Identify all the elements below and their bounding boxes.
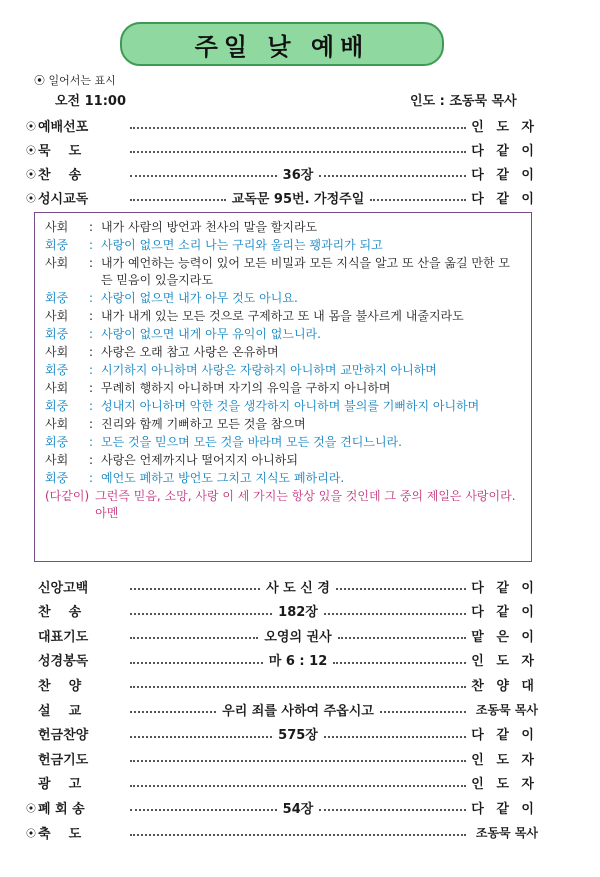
order-label: 광 고: [38, 777, 82, 793]
order-row: [26, 698, 538, 720]
litany-separator: :: [89, 417, 94, 431]
litany-text: 사랑은 언제까지나 떨어지지 아니하되: [101, 453, 298, 467]
litany-text: 모든 것을 믿으며 모든 것을 바라며 모든 것을 견디느니라.: [101, 435, 402, 449]
litany-text: 사랑은 오래 참고 사랑은 온유하며: [101, 345, 279, 359]
order-label: 헌금찬양: [38, 728, 89, 744]
order-row: [26, 772, 538, 794]
litany-speaker: 회중: [45, 327, 69, 341]
stand-marker-icon: ⦿: [26, 803, 36, 815]
dot-leader: [130, 199, 226, 201]
order-label: 대표기도: [38, 629, 89, 645]
litany-separator: :: [89, 220, 94, 234]
dot-leader: [319, 175, 466, 177]
litany-text: 시기하지 아니하며 사랑은 자랑하지 아니하며 교만하지 아니하며: [101, 363, 437, 377]
litany-text: 진리와 함께 기뻐하고 모든 것을 참으며: [101, 417, 306, 431]
litany-unison: [45, 488, 521, 522]
order-label: 신앙고백: [38, 580, 89, 596]
stand-marker-icon: ⦿: [26, 145, 36, 157]
stand-marker-icon: ⦿: [26, 121, 36, 133]
dot-leader: [324, 613, 466, 615]
order-responsible: 찬 양 대: [471, 678, 538, 694]
order-responsible: 인 도 자: [471, 752, 538, 768]
litany-speaker: 사회: [45, 453, 69, 467]
dot-leader: [130, 686, 466, 688]
litany-speaker: 회중: [45, 291, 69, 305]
litany-speaker: 회중: [45, 471, 69, 485]
litany-line: [45, 380, 521, 397]
litany-text: 예언도 폐하고 방언도 그치고 지식도 폐하리라.: [101, 471, 345, 485]
order-label: 찬 송: [38, 167, 82, 183]
order-content: 36장: [282, 167, 314, 183]
order-responsible: 다 같 이: [471, 143, 538, 159]
dot-leader: [130, 662, 263, 664]
litany-separator: :: [89, 291, 94, 305]
dot-leader: [130, 613, 272, 615]
litany-line: [45, 344, 521, 361]
litany-line: [45, 416, 521, 433]
service-time: 오전 11:00: [55, 94, 127, 109]
order-responsible: 조동묵 목사: [475, 702, 538, 717]
order-content: 사 도 신 경: [266, 580, 330, 596]
stand-marker-icon: ⦿: [26, 828, 36, 840]
dot-leader: [130, 711, 216, 713]
order-row: [26, 114, 538, 136]
litany-text: 내가 내게 있는 모든 것으로 구제하고 또 내 몸을 불사르게 내줄지라도: [101, 309, 464, 323]
litany-text: 내가 사람의 방언과 천사의 말을 할지라도: [101, 220, 318, 234]
order-content: 54장: [282, 801, 314, 817]
responsive-reading: [34, 212, 532, 562]
order-label: 폐 회 송: [38, 801, 85, 817]
order-label: 찬 송: [38, 605, 82, 621]
order-row: [26, 821, 538, 843]
litany-text: 무례히 행하지 아니하며 자기의 유익을 구하지 아니하며: [101, 381, 391, 395]
order-responsible: 인 도 자: [471, 119, 538, 135]
litany-line: [45, 452, 521, 469]
litany-line: [45, 470, 521, 487]
litany-line: [45, 290, 521, 307]
order-content: 182장: [278, 605, 318, 621]
litany-line: [45, 219, 521, 236]
dot-leader: [130, 151, 466, 153]
litany-speaker: 사회: [45, 417, 69, 431]
litany-speaker: 사회: [45, 309, 69, 323]
order-responsible: 조동묵 목사: [475, 825, 538, 840]
stand-marker-icon: ⦿: [26, 169, 36, 181]
litany-separator: :: [89, 309, 94, 323]
order-row: [26, 673, 538, 695]
order-responsible: 다 같 이: [471, 191, 538, 207]
order-content: 마 6 : 12: [268, 654, 328, 670]
litany-speaker: 사회: [45, 256, 69, 270]
order-responsible: 맡 은 이: [471, 629, 538, 645]
litany-speaker: 회중: [45, 435, 69, 449]
dot-leader: [319, 809, 466, 811]
order-label: 찬 양: [38, 678, 82, 694]
order-label: 헌금기도: [38, 752, 89, 768]
litany-separator: :: [89, 345, 94, 359]
bulletin-title: 주일 낮 예배: [120, 22, 444, 66]
order-row: [26, 624, 538, 646]
dot-leader: [338, 637, 466, 639]
order-row: [26, 723, 538, 745]
dot-leader: [336, 588, 466, 590]
litany-line: [45, 308, 521, 325]
litany-separator: :: [89, 238, 94, 252]
litany-speaker: (다같이): [45, 489, 90, 503]
litany-separator: :: [89, 381, 94, 395]
dot-leader: [130, 785, 466, 787]
litany-separator: :: [89, 363, 94, 377]
litany-text: 그런즉 믿음, 소망, 사랑 이 세 가지는 항상 있을 것인데 그 중의 제일은 사랑이라. 아멘: [95, 489, 516, 520]
litany-text: 내가 예언하는 능력이 있어 모든 비밀과 모든 지식을 알고 또 산을 옮길 만한 모든 믿음이 있을지라도: [101, 256, 510, 287]
order-row: [26, 747, 538, 769]
dot-leader: [130, 637, 258, 639]
order-row: [26, 649, 538, 671]
litany-line: [45, 434, 521, 451]
litany-speaker: 회중: [45, 238, 69, 252]
dot-leader: [130, 809, 277, 811]
order-row: [26, 600, 538, 622]
litany-separator: :: [89, 399, 94, 413]
order-row: [26, 162, 538, 184]
order-label: 성경봉독: [38, 654, 89, 670]
order-label: 성시교독: [38, 191, 89, 207]
order-responsible: 인 도 자: [471, 654, 538, 670]
dot-leader: [370, 199, 466, 201]
dot-leader: [130, 127, 466, 129]
dot-leader: [324, 736, 466, 738]
litany-line: [45, 326, 521, 343]
order-content: 575장: [278, 728, 318, 744]
litany-separator: :: [89, 453, 94, 467]
dot-leader: [333, 662, 466, 664]
order-content: 우리 죄를 사하여 주옵시고: [222, 703, 374, 719]
litany-speaker: 회중: [45, 363, 69, 377]
order-row: [26, 796, 538, 818]
order-label: 묵 도: [38, 143, 82, 159]
order-label: 축 도: [38, 826, 82, 842]
litany-line: [45, 398, 521, 415]
order-row: [26, 138, 538, 160]
litany-separator: :: [89, 435, 94, 449]
dot-leader: [130, 175, 277, 177]
order-content: 오영의 권사: [264, 629, 332, 645]
order-label: 예배선포: [38, 119, 89, 135]
order-row: [26, 186, 538, 208]
litany-line: [45, 255, 521, 289]
litany-line: [45, 237, 521, 254]
litany-text: 사랑이 없으면 내게 아무 유익이 없느니라.: [101, 327, 321, 341]
litany-separator: :: [89, 256, 94, 270]
dot-leader: [130, 834, 466, 836]
litany-text: 사랑이 없으면 소리 나는 구리와 울리는 꽹과리가 되고: [101, 238, 383, 252]
order-responsible: 다 같 이: [471, 801, 538, 817]
litany-speaker: 사회: [45, 381, 69, 395]
order-responsible: 다 같 이: [471, 167, 538, 183]
order-responsible: 인 도 자: [471, 777, 538, 793]
litany-speaker: 사회: [45, 220, 69, 234]
litany-text: 사랑이 없으면 내가 아무 것도 아니요.: [101, 291, 298, 305]
stand-marker-icon: ⦿: [26, 193, 36, 205]
order-responsible: 다 같 이: [471, 605, 538, 621]
litany-speaker: 사회: [45, 345, 69, 359]
litany-separator: :: [89, 471, 94, 485]
litany-line: [45, 362, 521, 379]
litany-text: 성내지 아니하며 악한 것을 생각하지 아니하며 불의를 기뻐하지 아니하며: [101, 399, 480, 413]
order-content: 교독문 95번. 가정주일: [231, 191, 365, 207]
dot-leader: [130, 736, 272, 738]
litany-separator: :: [89, 327, 94, 341]
dot-leader: [130, 760, 466, 762]
order-row: [26, 575, 538, 597]
order-label: 설 교: [38, 703, 82, 719]
dot-leader: [130, 588, 260, 590]
order-responsible: 다 같 이: [471, 580, 538, 596]
order-responsible: 다 같 이: [471, 728, 538, 744]
dot-leader: [380, 711, 466, 713]
litany-speaker: 회중: [45, 399, 69, 413]
standing-legend: ⦿ 일어서는 표시: [34, 74, 116, 87]
service-leader: 인도 : 조동묵 목사: [410, 94, 517, 109]
